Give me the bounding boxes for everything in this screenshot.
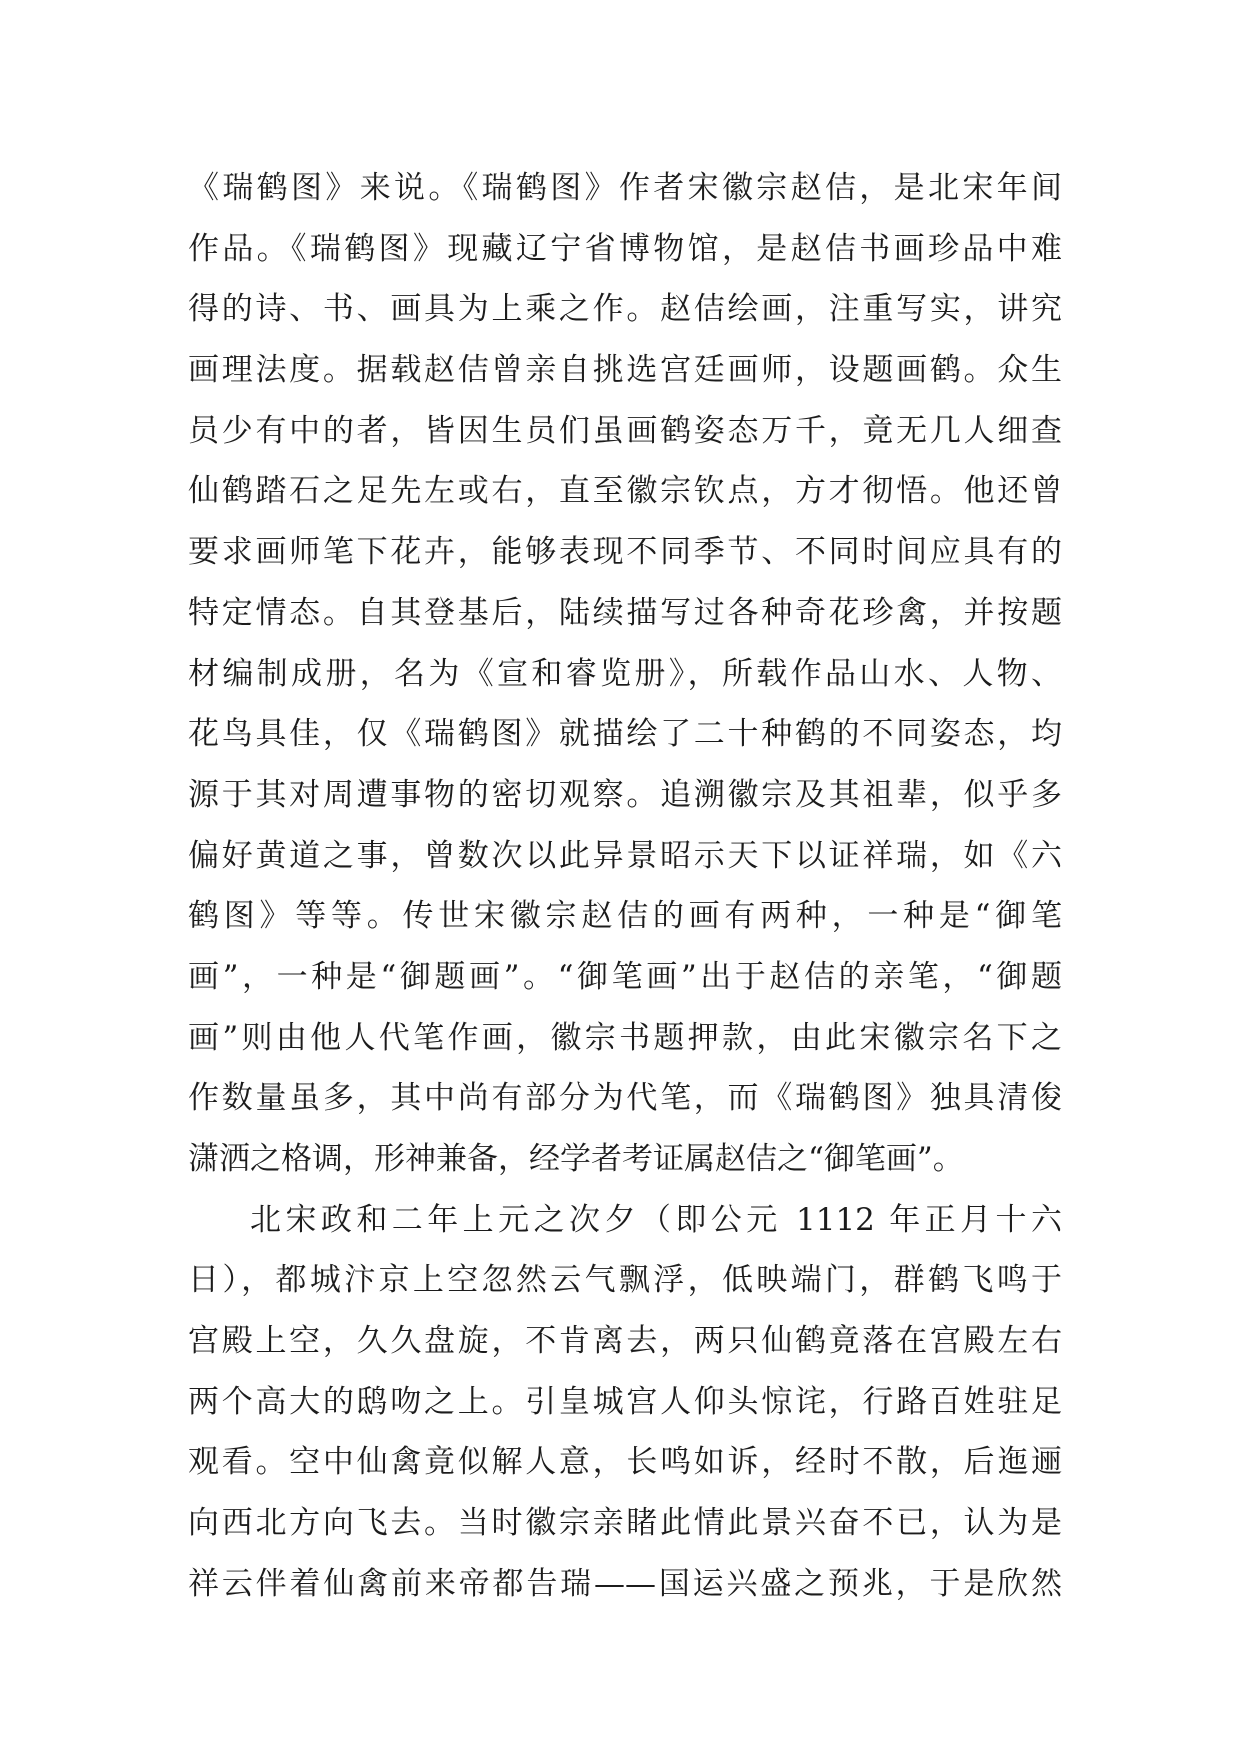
text-line: 花鸟具佳，仅《瑞鹤图》就描绘了二十种鹤的不同姿态，均	[188, 716, 1062, 753]
text-line: 日），都城汴京上空忽然云气飘浮，低映端门，群鹤飞鸣于	[188, 1262, 1062, 1299]
text-line: 作数量虽多，其中尚有部分为代笔，而《瑞鹤图》独具清俊	[188, 1080, 1062, 1117]
text-line: 鹤图》等等。传世宋徽宗赵佶的画有两种，一种是“御笔	[188, 898, 1062, 935]
text-line: 偏好黄道之事，曾数次以此异景昭示天下以证祥瑞，如《六	[188, 837, 1062, 874]
text-line: 源于其对周遭事物的密切观察。追溯徽宗及其祖辈，似乎多	[188, 776, 1062, 813]
text-line: 宫殿上空，久久盘旋，不肯离去，两只仙鹤竟落在宫殿左右	[188, 1323, 1062, 1360]
text-line: 员少有中的者，皆因生员们虽画鹤姿态万千，竟无几人细查	[188, 412, 1062, 449]
text-line: 两个高大的鸱吻之上。引皇城宫人仰头惊诧，行路百姓驻足	[188, 1383, 1062, 1420]
text-line: 画理法度。据载赵佶曾亲自挑选宫廷画师，设题画鹤。众生	[188, 352, 1062, 389]
text-line: 特定情态。自其登基后，陆续描写过各种奇花珍禽，并按题	[188, 594, 1062, 631]
text-line: 祥云伴着仙禽前来帝都告瑞——国运兴盛之预兆，于是欣然	[188, 1565, 1062, 1602]
text-line: 材编制成册，名为《宣和睿览册》，所载作品山水、人物、	[188, 655, 1062, 692]
text-line: 画”则由他人代笔作画，徽宗书题押款，由此宋徽宗名下之	[188, 1019, 1062, 1056]
text-line: 得的诗、书、画具为上乘之作。赵佶绘画，注重写实，讲究	[188, 291, 1062, 328]
text-line: 向西北方向飞去。当时徽宗亲睹此情此景兴奋不已，认为是	[188, 1505, 1062, 1542]
text-line: 《瑞鹤图》来说。《瑞鹤图》作者宋徽宗赵佶，是北宋年间	[188, 170, 1062, 206]
text-line: 北宋政和二年上元之次夕（即公元 1112 年正月十六	[250, 1201, 1062, 1238]
paragraph-1	[188, 158, 1062, 1190]
paragraph-2	[188, 1190, 1062, 1615]
text-line: 仙鹤踏石之足先左或右，直至徽宗钦点，方才彻悟。他还曾	[188, 473, 1062, 510]
text-line: 潇洒之格调，形神兼备，经学者考证属赵佶之“御笔画”。	[188, 1141, 964, 1177]
text-line: 要求画师笔下花卉，能够表现不同季节、不同时间应具有的	[188, 534, 1062, 571]
text-line: 作品。《瑞鹤图》现藏辽宁省博物馆，是赵佶书画珍品中难	[188, 230, 1062, 267]
body-text	[188, 158, 1062, 1615]
text-line: 观看。空中仙禽竟似解人意，长鸣如诉，经时不散，后迤逦	[188, 1444, 1062, 1481]
text-line: 画”，一种是“御题画”。“御笔画”出于赵佶的亲笔，“御题	[188, 958, 1062, 995]
